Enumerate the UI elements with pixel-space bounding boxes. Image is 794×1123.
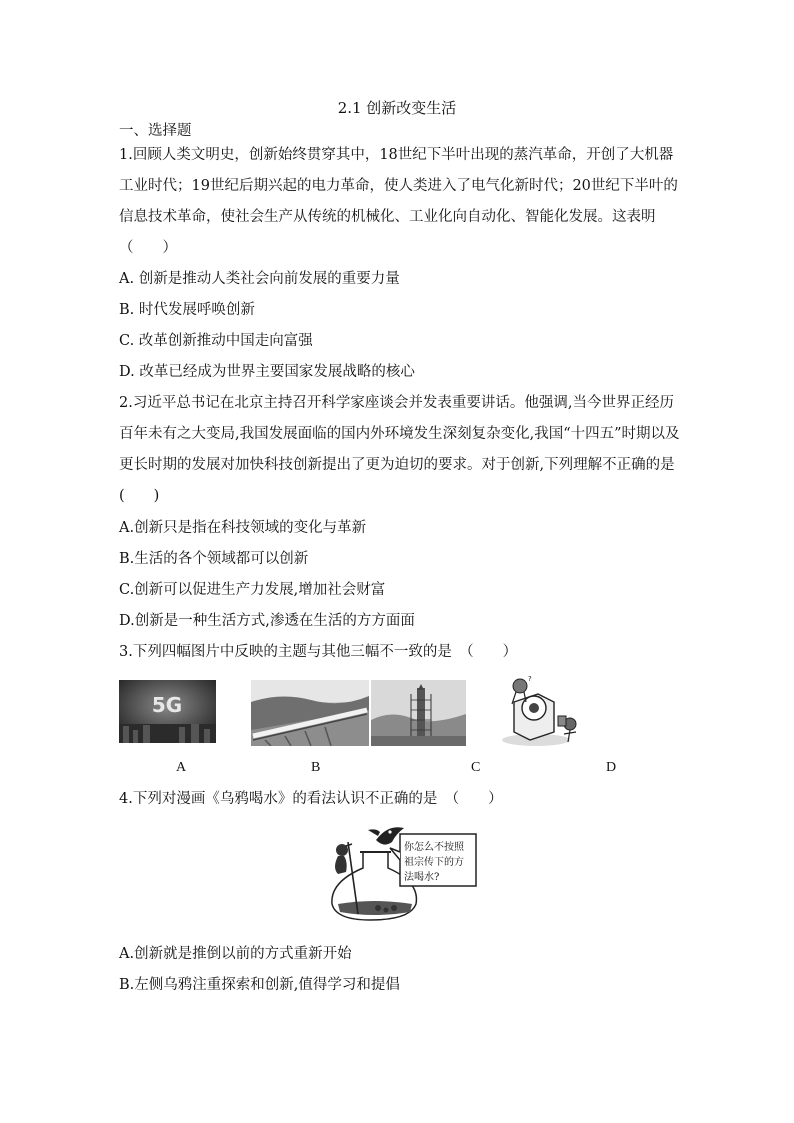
bubble-line-2: 祖宗传下的方 xyxy=(404,857,464,868)
q4-option-a: A.创新就是推倒以前的方式重新开始 xyxy=(119,946,352,962)
q1-option-b: B. 时代发展呼唤创新 xyxy=(119,302,255,318)
image-a-graphic xyxy=(119,680,216,743)
svg-text:?: ? xyxy=(528,675,532,683)
image-b-graphic xyxy=(251,680,369,746)
section-heading: 一、选择题 xyxy=(119,123,192,139)
image-a-5g xyxy=(119,680,216,743)
crow-cartoon-graphic xyxy=(318,822,480,924)
image-label-c: C xyxy=(471,760,481,775)
q2-option-b: B.生活的各个领域都可以创新 xyxy=(119,551,309,567)
question-1-stem: 1.回顾人类文明史，创新始终贯穿其中，18世纪下半叶出现的蒸汽革命，开创了大机器工业时代；19世纪后期兴起的电力革命，使人类进入了电气化新时代；20世纪下半叶的信息技术革命，使社会生产从传统的机械化、工业化向自动化、智能化发展。这表明（ ） xyxy=(119,147,678,256)
q4-option-b: B.左侧乌鸦注重探索和创新,值得学习和提倡 xyxy=(119,977,400,993)
image-c-graphic xyxy=(371,680,466,746)
q1-option-a: A. 创新是推动人类社会向前发展的重要力量 xyxy=(119,271,400,287)
bubble-line-1: 你怎么不按照 xyxy=(404,842,464,853)
image-d-cartoon xyxy=(492,672,586,748)
image-c-rocket xyxy=(371,680,466,746)
page-title: 2.1 创新改变生活 xyxy=(337,99,457,117)
image-label-a: A xyxy=(176,760,187,775)
image-label-d: D xyxy=(606,760,617,775)
q2-option-d: D.创新是一种生活方式,渗透在生活的方方面面 xyxy=(119,613,415,629)
image-a-5g-text: 5G xyxy=(151,693,183,717)
q1-option-d: D. 改革已经成为世界主要国家发展战略的核心 xyxy=(119,364,415,380)
q1-option-c: C. 改革创新推动中国走向富强 xyxy=(119,333,313,349)
crow-cartoon xyxy=(318,822,480,924)
question-3-stem: 3.下列四幅图片中反映的主题与其他三幅不一致的是 （ ） xyxy=(119,644,518,660)
bubble-line-3: 法喝水? xyxy=(404,872,440,883)
image-d-graphic xyxy=(492,672,586,748)
q2-option-a: A.创新只是指在科技领域的变化与革新 xyxy=(119,520,367,536)
question-2-stem: 2.习近平总书记在北京主持召开科学家座谈会并发表重要讲话。他强调,当今世界正经历百年未有之大变局,我国发展面临的国内外环境发生深刻复杂变化,我国“十四五”时期以及更长时期的发展对加快科技创新提出了更为迫切的要求。对于创新,下列理解不正确的是( ) xyxy=(119,395,680,504)
question-4-stem: 4.下列对漫画《乌鸦喝水》的看法认识不正确的是 （ ） xyxy=(119,791,503,807)
q2-option-c: C.创新可以促进生产力发展,增加社会财富 xyxy=(119,582,386,598)
image-b-train xyxy=(251,680,369,746)
image-label-b: B xyxy=(311,760,321,775)
